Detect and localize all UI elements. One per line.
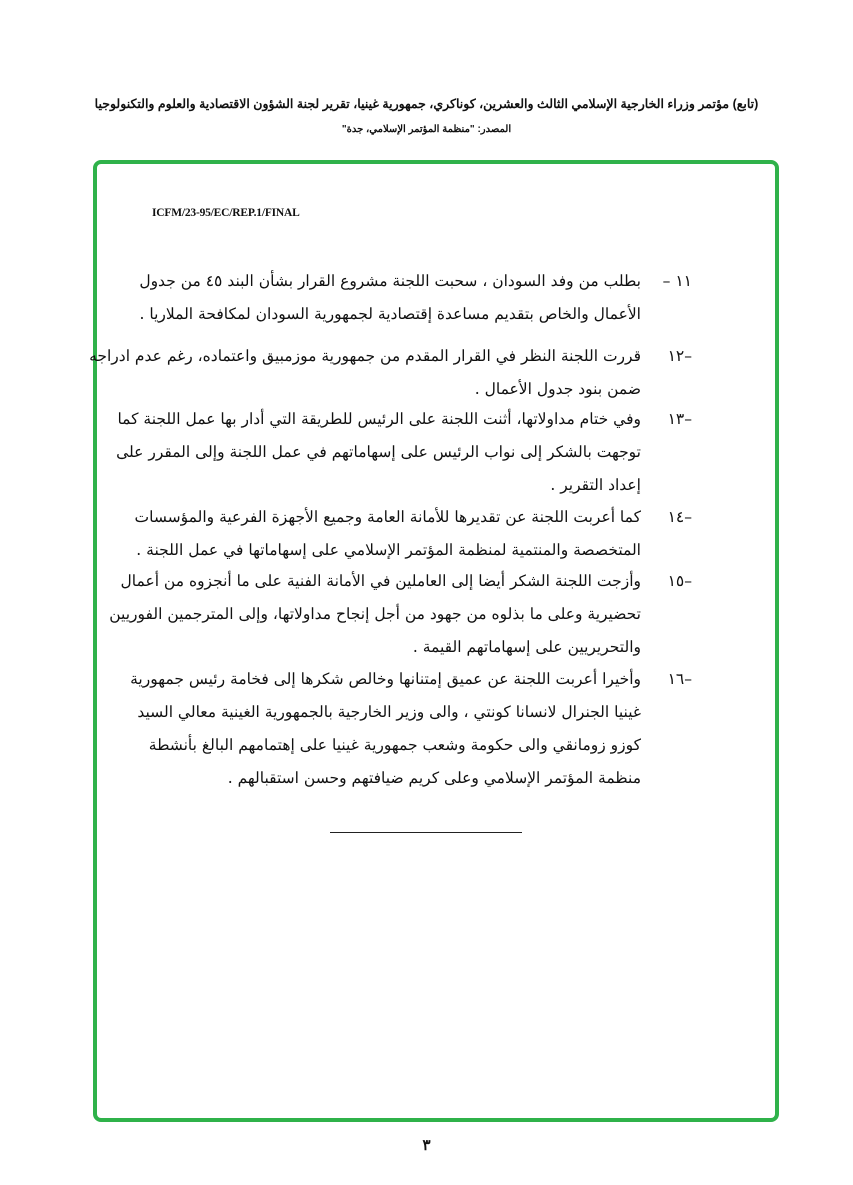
paragraph-line: الأعمال والخاص بتقديم مساعدة إقتصادية لجمهورية السودان لمكافحة الملاريا . [139, 305, 641, 323]
paragraph-number: –١٤ [667, 508, 692, 526]
paragraph-line: إعداد التقرير . [550, 476, 641, 494]
paragraph-line: وأزجت اللجنة الشكر أيضا إلى العاملين في الأمانة الفنية على ما أنجزوه من أعمال [120, 572, 641, 590]
document-source: المصدر: "منظمة المؤتمر الإسلامي، جدة" [341, 124, 512, 135]
paragraph-line: والتحريريين على إسهاماتهم القيمة . [412, 638, 641, 656]
paragraph-number: –١٢ [667, 347, 692, 365]
paragraph-line: بطلب من وفد السودان ، سحبت اللجنة مشروع القرار بشأن البند ٤٥ من جدول [139, 272, 641, 290]
paragraph-number: –١٣ [667, 410, 692, 428]
paragraph-line: وأخيرا أعربت اللجنة عن عميق إمتنانها وخالص شكرها إلى فخامة رئيس جمهورية [130, 670, 641, 688]
paragraph-line: توجهت بالشكر إلى نواب الرئيس على إسهاماتهم في عمل اللجنة وإلى المقرر على [116, 443, 641, 461]
paragraph [116, 403, 641, 502]
paragraph-line: تحضيرية وعلى ما بذلوه من جهود من أجل إنجاح مداولاتها، وإلى المترجمين الفوريين [109, 605, 641, 623]
paragraph [89, 340, 641, 406]
paragraph-line: المتخصصة والمنتمية لمنظمة المؤتمر الإسلامي على إسهاماتها في عمل اللجنة . [136, 541, 641, 559]
paragraph-line: منظمة المؤتمر الإسلامي وعلى كريم ضيافتهم وحسن استقبالهم . [227, 769, 641, 787]
paragraph-line: ضمن بنود جدول الأعمال . [474, 380, 641, 398]
paragraph-line: وفي ختام مداولاتها، أثنت اللجنة على الرئيس للطريقة التي أدار بها عمل اللجنة كما [117, 410, 641, 428]
paragraph [139, 265, 641, 331]
end-rule [330, 832, 522, 833]
document-header-title: (تابع) مؤتمر وزراء الخارجية الإسلامي الثالث والعشرين، كوناكري، جمهورية غينيا، تقرير لجنة الشؤون الاقتصادية والعلوم والتكنولوجيا [94, 97, 759, 111]
paragraph [109, 565, 641, 664]
page-number: ٣ [422, 1136, 431, 1154]
paragraph-line: قررت اللجنة النظر في القرار المقدم من جمهورية موزمبيق واعتماده، رغم عدم ادراجه [89, 347, 641, 365]
paragraph [134, 501, 641, 567]
paragraph-line: كوزو زومانقي والى حكومة وشعب جمهورية غينيا على إهتمامهم البالغ بأنشطة [148, 736, 641, 754]
paragraph-number: ١١ – [662, 272, 692, 290]
paragraph-line: غينيا الجنرال لانسانا كونتي ، والى وزير الخارجية بالجمهورية الغينية معالي السيد [137, 703, 641, 721]
paragraph-number: –١٦ [667, 670, 692, 688]
document-reference: ICFM/23-95/EC/REP.1/FINAL [152, 207, 300, 219]
paragraph [130, 663, 641, 795]
paragraph-number: –١٥ [667, 572, 692, 590]
paragraph-line: كما أعربت اللجنة عن تقديرها للأمانة العامة وجميع الأجهزة الفرعية والمؤسسات [134, 508, 641, 526]
